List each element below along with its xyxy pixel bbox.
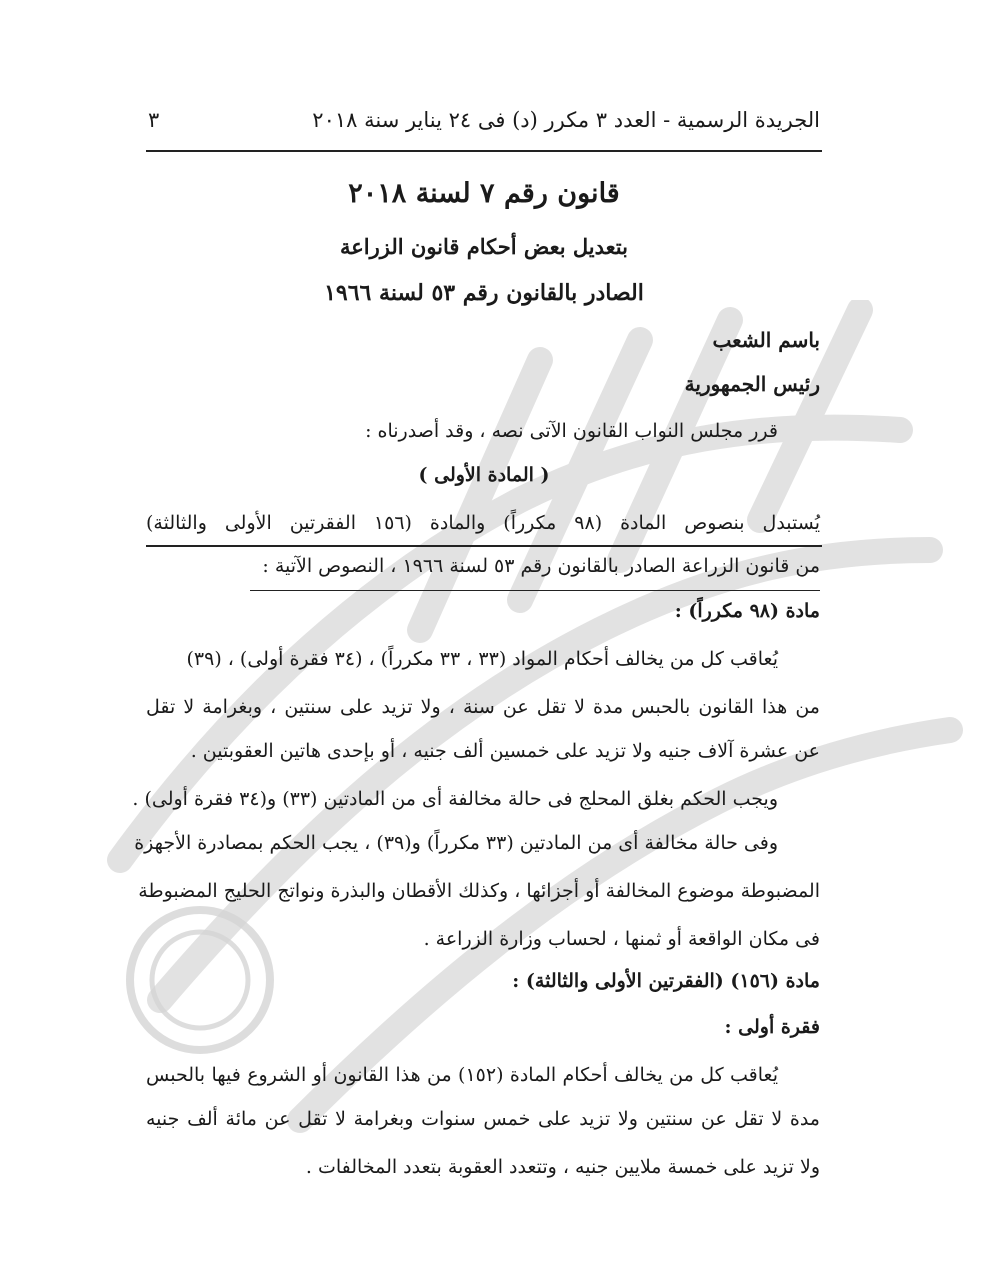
law-subtitle-2: الصادر بالقانون رقم ٥٣ لسنة ١٩٦٦ xyxy=(324,280,644,306)
article-156-line-2: مدة لا تقل عن سنتين ولا تزيد على خمس سنوات وبغرامة لا تقل عن مائة ألف جنيه xyxy=(146,1108,820,1130)
article-156-heading: مادة (١٥٦) (الفقرتين الأولى والثالثة) : xyxy=(512,970,820,992)
enactment-clause: قرر مجلس النواب القانون الآتى نصه ، وقد أصدرناه : xyxy=(365,420,778,442)
article-98-p1-line-2: من هذا القانون بالحبس مدة لا تقل عن سنة ، ولا تزيد على سنتين ، وبغرامة لا تقل xyxy=(146,696,820,718)
paragraph-one-label: فقرة أولى : xyxy=(724,1016,820,1038)
law-title: قانون رقم ٧ لسنة ٢٠١٨ xyxy=(348,178,620,209)
header-text: الجريدة الرسمية - العدد ٣ مكرر (د) فى ٢٤ يناير سنة ٢٠١٨ xyxy=(312,108,820,132)
article-98-heading: مادة (٩٨ مكرراً) : xyxy=(674,600,820,622)
article-one-line-2: من قانون الزراعة الصادر بالقانون رقم ٥٣ لسنة ١٩٦٦ ، النصوص الآتية : xyxy=(262,555,820,577)
article-one-line-1: يُستبدل بنصوص المادة (٩٨ مكرراً) والمادة (١٥٦ الفقرتين الأولى والثالثة) xyxy=(146,512,820,534)
header-divider xyxy=(146,150,822,152)
article-98-p3-line-1: وفى حالة مخالفة أى من المادتين (٣٣ مكرراً) و(٣٩) ، يجب الحكم بمصادرة الأجهزة xyxy=(134,832,778,854)
article-98-p1-line-3: عن عشرة آلاف جنيه ولا تزيد على خمسين ألف جنيه ، أو بإحدى هاتين العقوبتين . xyxy=(190,740,820,762)
article-98-p3-line-3: فى مكان الواقعة أو ثمنها ، لحساب وزارة الزراعة . xyxy=(423,928,820,950)
article-98-p2: ويجب الحكم بغلق المحلج فى حالة مخالفة أى من المادتين (٣٣) و(٣٤ فقرة أولى) . xyxy=(132,788,778,810)
article-98-p1-line-1: يُعاقب كل من يخالف أحكام المواد (٣٣ ، ٣٣ مكرراً) ، (٣٤ فقرة أولى) ، (٣٩) xyxy=(186,648,778,670)
preamble-president: رئيس الجمهورية xyxy=(684,372,820,396)
underline xyxy=(250,590,820,591)
preamble-people: باسم الشعب xyxy=(712,328,820,352)
gazette-header xyxy=(148,100,820,140)
article-one-heading: ( المادة الأولى ) xyxy=(418,464,550,486)
article-156-line-1: يُعاقب كل من يخالف أحكام المادة (١٥٢) من هذا القانون أو الشروع فيها بالحبس xyxy=(146,1064,778,1086)
page-number: ٣ xyxy=(148,108,160,132)
law-subtitle: بتعديل بعض أحكام قانون الزراعة xyxy=(340,234,628,259)
article-156-line-3: ولا تزيد على خمسة ملايين جنيه ، وتتعدد العقوبة بتعدد المخالفات . xyxy=(305,1156,820,1178)
article-98-p3-line-2: المضبوطة موضوع المخالفة أو أجزائها ، وكذلك الأقطان والبذرة ونواتج الحليج المضبوطة xyxy=(138,880,820,902)
section-divider xyxy=(146,545,822,547)
